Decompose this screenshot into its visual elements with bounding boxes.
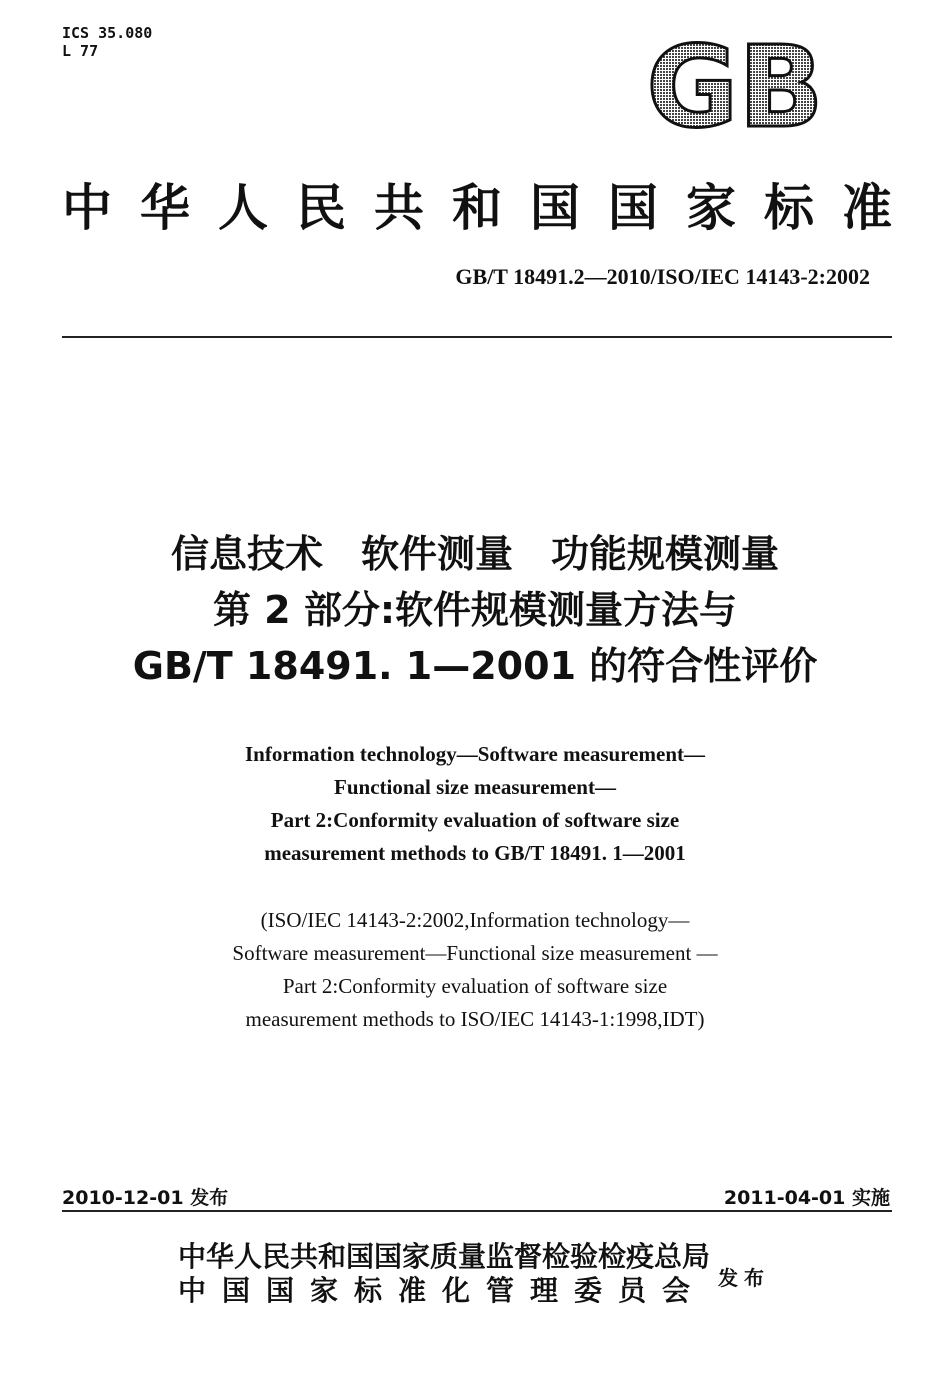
class-code: L 77 (62, 42, 99, 60)
issuing-organizations (178, 1240, 710, 1308)
title-char: 中 (62, 179, 112, 237)
title-char: 华 (140, 179, 190, 237)
chinese-title-line: 信息技术 软件测量 功能规模测量 (170, 532, 779, 576)
classification-block (62, 24, 152, 60)
title-char: 国 (608, 179, 658, 237)
ics-code: ICS 35.080 (62, 24, 153, 42)
footer-divider (62, 1210, 892, 1212)
title-char: 人 (218, 179, 268, 237)
title-char: 共 (374, 179, 424, 237)
iso-reference-line: (ISO/IEC 14143-2:2002,Information technology— (260, 908, 690, 932)
iso-reference-line: Software measurement—Functional size measurement — (232, 941, 718, 965)
publication-date: 2010-12-01 发布 (62, 1187, 229, 1209)
chinese-title-line: GB/T 18491. 1—2001 的符合性评价 (132, 644, 818, 688)
title-char: 国 (530, 179, 580, 237)
iso-reference (0, 904, 950, 1036)
english-title-line: Part 2:Conformity evaluation of software size (270, 808, 680, 832)
gb-logo-graphic (630, 38, 840, 134)
title-char: 家 (686, 179, 736, 237)
issuer-aqsiq: 中华人民共和国国家质量监督检验检疫总局 (178, 1240, 711, 1273)
title-char: 准 (842, 179, 892, 237)
gb-logo (630, 38, 840, 134)
header-divider (62, 336, 892, 338)
english-title-line: Information technology—Software measurement— (244, 742, 705, 766)
implementation-date: 2011-04-01 实施 (723, 1187, 890, 1209)
title-char: 标 (764, 179, 814, 237)
issuer-sac: 中国国家标准化管理委员会 (178, 1274, 707, 1307)
national-standard-title (62, 168, 892, 240)
iso-reference-line: Part 2:Conformity evaluation of software size (282, 974, 668, 998)
standard-code: GB/T 18491.2—2010/ISO/IEC 14143-2:2002 (455, 264, 870, 289)
issue-label: 发布 (718, 1266, 770, 1290)
english-title-line: measurement methods to GB/T 18491. 1—2001 (264, 841, 686, 865)
chinese-title (0, 526, 950, 694)
chinese-title-line: 第 2 部分:软件规模测量方法与 (212, 588, 738, 632)
title-char: 和 (452, 179, 502, 237)
iso-reference-line: measurement methods to ISO/IEC 14143-1:1998,IDT) (245, 1007, 705, 1031)
english-title (0, 738, 950, 870)
title-char: 民 (296, 179, 346, 237)
logo-text: GB (646, 38, 824, 134)
english-title-line: Functional size measurement— (334, 775, 616, 799)
